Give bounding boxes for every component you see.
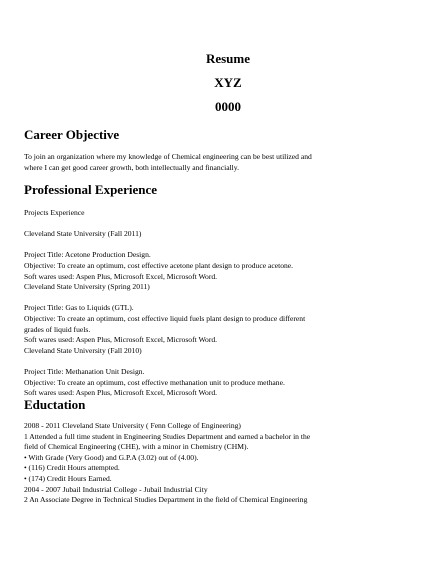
project-line: Project Title: Gas to Liquids (GTL). — [24, 303, 134, 313]
project-line: Soft wares used: Aspen Plus, Microsoft Excel, Microsoft Word. — [24, 271, 218, 281]
education-text — [24, 421, 384, 506]
projects-label: Projects Experience — [24, 208, 85, 217]
education-line: 1 Attended a full time student in Engineering Studies Department and earned a bachelor in the — [24, 431, 311, 441]
candidate-name: XYZ — [214, 75, 242, 90]
professional-experience-text — [24, 208, 384, 399]
project-line: Project Title: Acetone Production Design. — [24, 250, 151, 260]
resume-title: Resume — [205, 51, 251, 66]
project-line: Cleveland State University (Fall 2010) — [24, 345, 142, 355]
project-line: Project Title: Methanation Unit Design. — [24, 366, 145, 376]
project-line: grades of liquid fuels. — [24, 324, 91, 334]
education-line: field of Chemical Engineering (CHE), with a minor in Chemistry (CHM). — [24, 442, 249, 452]
education-line: 2008 - 2011 Cleveland State University ( Fenn College of Engineering) — [24, 421, 241, 430]
project-line: Objective: To create an optimum, cost effective liquid fuels plant design to produce different — [24, 313, 306, 323]
education-line: 2 An Associate Degree in Technical Studies Department in the field of Chemical Engineering — [24, 495, 308, 505]
career-line: To join an organization where my knowledge of Chemical engineering can be best utilized and — [24, 152, 312, 161]
project-line: Objective: To create an optimum, cost effective methanation unit to produce methane. — [24, 377, 285, 387]
career-line: where I can get good career growth, both intellectually and financially. — [24, 162, 239, 172]
education-heading: Eductation — [24, 397, 86, 412]
project-line: Objective: To create an optimum, cost effective acetone plant design to produce acetone. — [24, 260, 294, 270]
education-line: • (174) Credit Hours Earned. — [24, 473, 112, 483]
university-line: Cleveland State University (Fall 2011) — [24, 229, 142, 239]
education-line: 2004 - 2007 Jubail Industrial College - Jubail Industrial City — [24, 484, 208, 494]
education-line: • With Grade (Very Good) and G.P.A (3.02) out of (4.00). — [24, 452, 199, 462]
candidate-code: 0000 — [215, 99, 241, 114]
project-line: Cleveland State University (Spring 2011) — [24, 282, 150, 292]
professional-experience-heading: Professional Experience — [24, 182, 157, 197]
career-objective-heading: Career Objective — [24, 127, 120, 142]
project-line: Soft wares used: Aspen Plus, Microsoft Excel, Microsoft Word. — [24, 335, 218, 345]
education-line: • (116) Credit Hours attempted. — [24, 463, 120, 473]
career-objective-text — [24, 152, 384, 173]
project-line: Soft wares used: Aspen Plus, Microsoft Excel, Microsoft Word. — [24, 388, 218, 398]
